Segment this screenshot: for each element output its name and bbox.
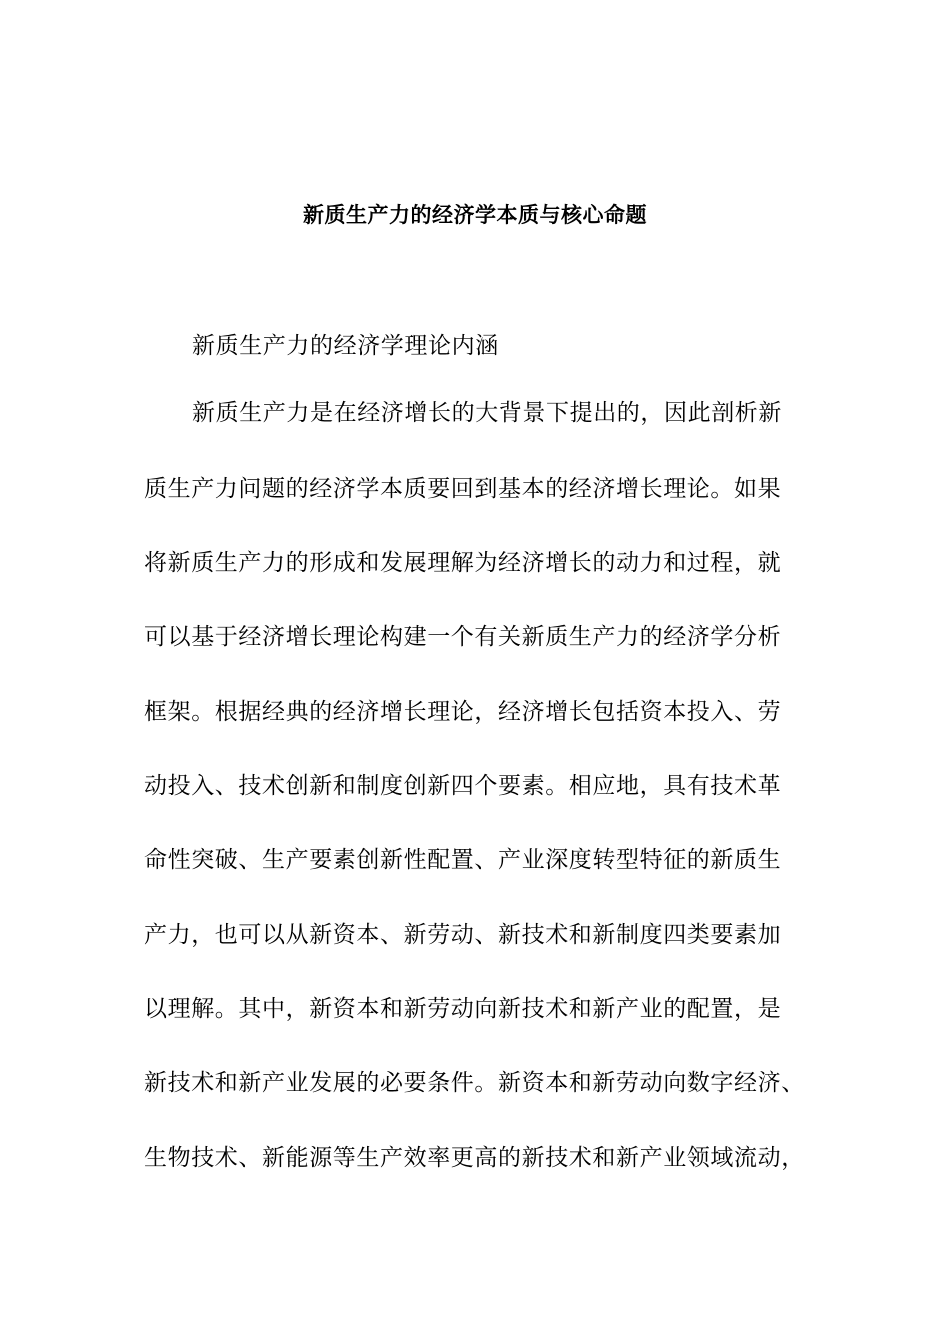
paragraph-line: 将新质生产力的形成和发展理解为经济增长的动力和过程，就 xyxy=(144,550,782,576)
paragraph-line: 框架。根据经典的经济增长理论，经济增长包括资本投入、劳 xyxy=(144,699,782,725)
paragraph-line: 以理解。其中，新资本和新劳动向新技术和新产业的配置，是 xyxy=(144,996,782,1022)
paragraph-line: 生物技术、新能源等生产效率更高的新技术和新产业领域流动， xyxy=(144,1145,805,1171)
document-title: 新质生产力的经济学本质与核心命题 xyxy=(303,203,647,227)
paragraph-line: 新质生产力是在经济增长的大背景下提出的，因此剖析新 xyxy=(192,400,782,426)
section-heading: 新质生产力的经济学理论内涵 xyxy=(192,333,499,359)
paragraph-line: 可以基于经济增长理论构建一个有关新质生产力的经济学分析 xyxy=(144,624,782,650)
paragraph-line: 质生产力问题的经济学本质要回到基本的经济增长理论。如果 xyxy=(144,476,782,502)
paragraph-line: 产力，也可以从新资本、新劳动、新技术和新制度四类要素加 xyxy=(144,922,782,948)
paragraph-line: 动投入、技术创新和制度创新四个要素。相应地，具有技术革 xyxy=(144,773,782,799)
paragraph-line: 新技术和新产业发展的必要条件。新资本和新劳动向数字经济、 xyxy=(144,1070,805,1096)
paragraph-line: 命性突破、生产要素创新性配置、产业深度转型特征的新质生 xyxy=(144,847,782,873)
